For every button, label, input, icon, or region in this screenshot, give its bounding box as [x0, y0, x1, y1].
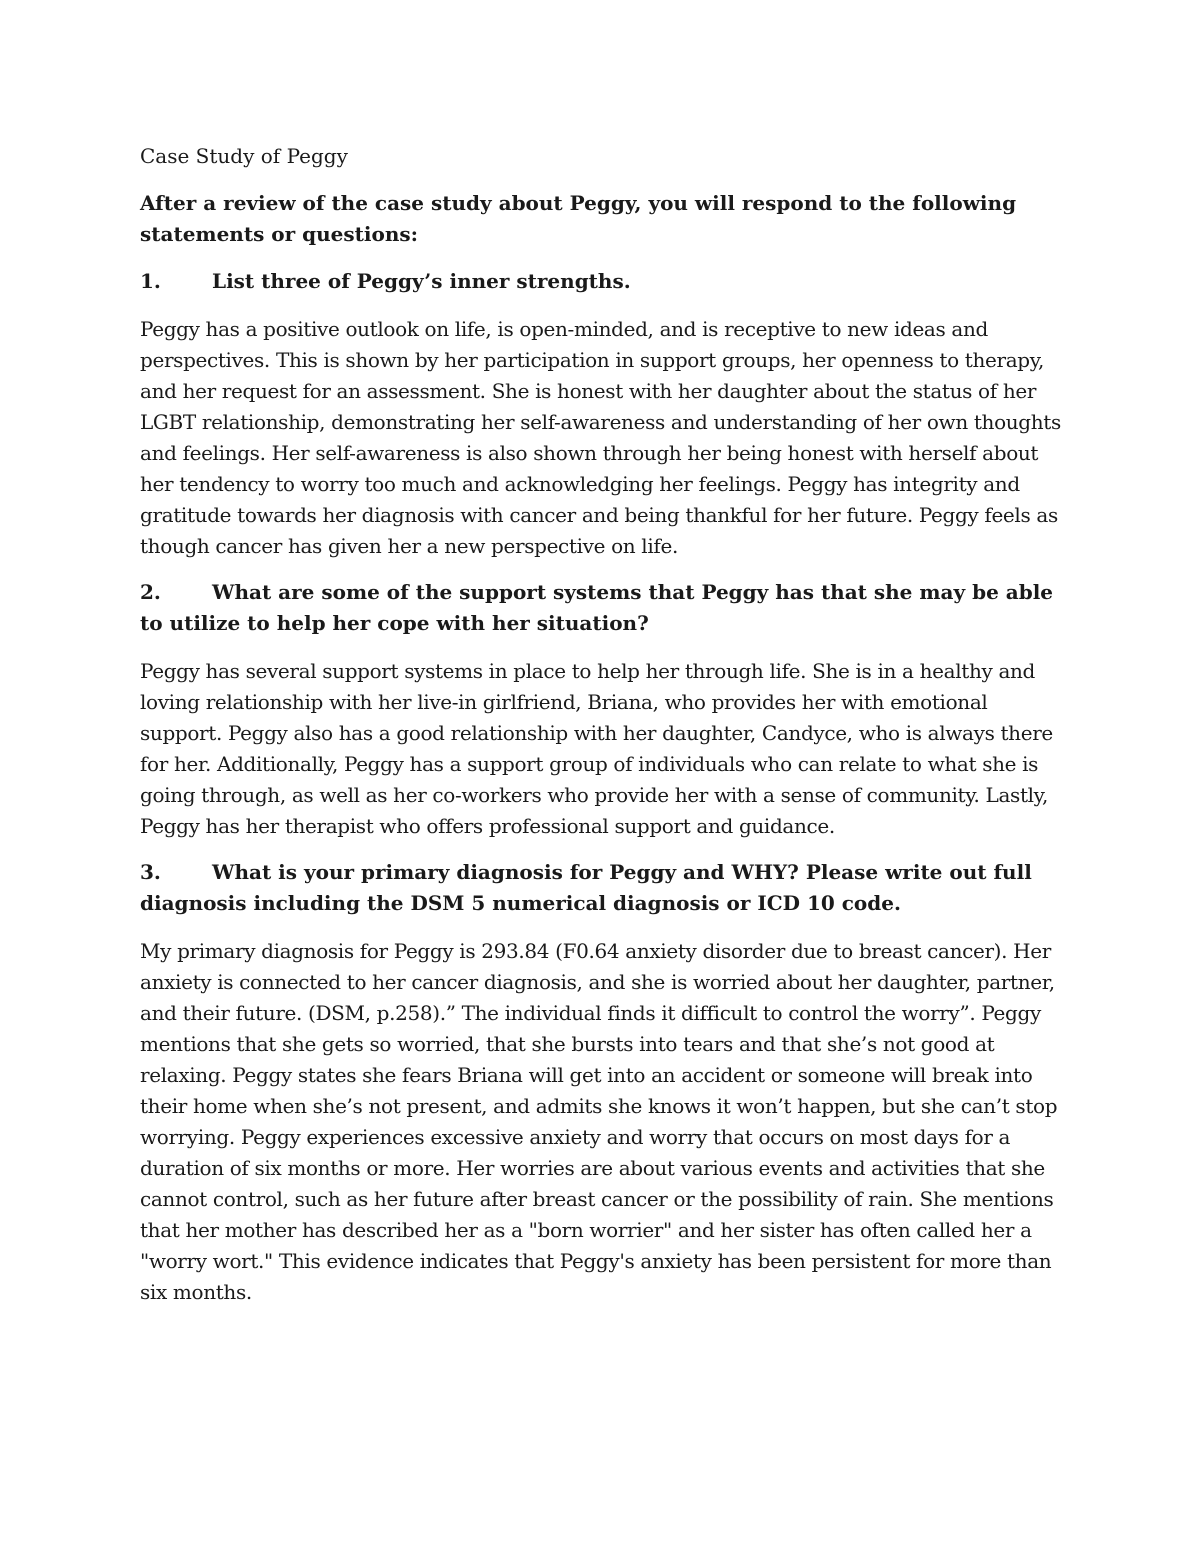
question-2 [140, 577, 1065, 639]
answer-2: Peggy has several support systems in place to help her through life. She is in a healthy and loving relationship with her live-in girlfriend, Briana, who provides her with emotional support. Peggy also has a good relationship with her daughter, Candyce, who is always there for her. Additionally, Peggy has a support group of individuals who can relate to what she is going through, as well as her co-workers who provide her with a sense of community. Lastly, Peggy has her therapist who offers professional support and guidance. [140, 659, 1053, 838]
question-2-number: 2. [140, 580, 161, 604]
document-body [140, 141, 1065, 1323]
answer-3: My primary diagnosis for Peggy is 293.84 (F0.64 anxiety disorder due to breast cancer). Her anxiety is connected to her cancer diagnosis, and she is worried about her daughter, partner, and their future. (DSM, p.258).” The individual finds it difficult to control the worry”. Peggy mentions that she gets so worried, that she bursts into tears and that she’s not good at relaxing. Peggy states she fears Briana will get into an accident or someone will break into their home when she’s not present, and admits she knows it won’t happen, but she can’t stop worrying. Peggy experiences excessive anxiety and worry that occurs on most days for a duration of six months or more. Her worries are about various events and activities that she cannot control, such as her future after breast cancer or the possibility of rain. She mentions that her mother has described her as a "born worrier" and her sister has often called her a "worry wort." This evidence indicates that Peggy's anxiety has been persistent for more than six months. [140, 939, 1058, 1304]
question-1-text: List three of Peggy’s inner strengths. [212, 269, 631, 293]
question-1 [140, 266, 1065, 297]
document-title: Case Study of Peggy [140, 144, 348, 168]
question-1-number: 1. [140, 269, 161, 293]
question-3-number: 3. [140, 860, 161, 884]
question-3 [140, 857, 1065, 919]
answer-1: Peggy has a positive outlook on life, is open-minded, and is receptive to new ideas and perspectives. This is shown by her participation in support groups, her openness to therapy, and her request for an assessment. She is honest with her daughter about the status of her LGBT relationship, demonstrating her self-awareness and understanding of her own thoughts and feelings. Her self-awareness is also shown through her being honest with herself about her tendency to worry too much and acknowledging her feelings. Peggy has integrity and gratitude towards her diagnosis with cancer and being thankful for her future. Peggy feels as though cancer has given her a new perspective on life. [140, 317, 1061, 558]
instructions-paragraph: After a review of the case study about Peggy, you will respond to the following statements or questions: [140, 191, 1017, 246]
question-2-text: What are some of the support systems that Peggy has that she may be able to utilize to help her cope with her situation? [140, 580, 1054, 635]
question-3-text: What is your primary diagnosis for Peggy and WHY? Please write out full diagnosis including the DSM 5 numerical diagnosis or ICD 10 code. [140, 860, 1032, 915]
